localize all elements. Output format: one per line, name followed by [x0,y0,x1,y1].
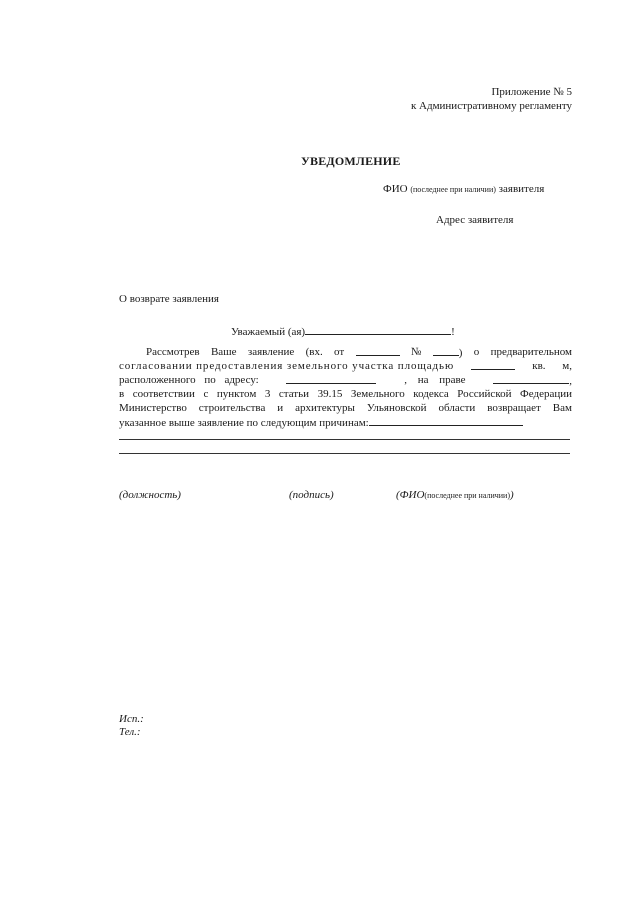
signature-label: (подпись) [289,489,334,501]
area-unit: кв. м, [532,360,572,372]
salutation-text: Уважаемый (ая) [231,326,306,338]
fio-open: (ФИО [396,489,425,501]
fio-suffix: заявителя [498,183,545,195]
salutation-end: ! [451,326,455,338]
signatory-fio [396,489,514,501]
recipient-address: Адрес заявителя [436,214,514,226]
body-word: Рассмотрев [146,346,200,358]
body-line-3 [119,374,572,387]
executor-label: Исп.: [119,713,144,725]
document-title: УВЕДОМЛЕНИЕ [301,154,401,168]
body-line-2 [119,360,572,372]
position-label: (должность) [119,489,181,501]
reason-line-1 [119,439,570,440]
body-word: № [410,346,422,358]
body-text: согласовании предоставления земельного участка площадью [119,360,455,372]
reason-line-2 [119,453,570,454]
fio-note-sign: (последнее при наличии) [424,491,510,500]
appendix-number: Приложение № 5 [491,86,572,98]
fio-close: ) [509,489,514,501]
fio-label: ФИО [383,183,408,195]
addressee-blank [305,325,451,335]
body-word: (вх. [305,346,323,358]
phone-label: Тел.: [119,726,141,738]
body-word: от [334,346,345,358]
regulation-reference: к Административному регламенту [410,100,572,112]
salutation [231,325,455,338]
body-word: о [473,346,480,358]
date-blank [356,346,400,356]
fio-note: (последнее при наличии) [410,185,496,194]
right-blank [493,374,569,384]
recipient-fio [383,183,544,195]
address-blank [286,374,376,384]
body-word: ) [458,347,463,359]
area-blank [471,360,515,370]
body-text: , на праве [404,374,466,386]
body-line-4: в соответствии с пунктом 3 статьи 39.15 Земельного кодекса Российской Федерации [119,388,572,400]
number-blank [433,346,459,356]
body-line-5: Министерство строительства и архитектуры Ульяновской области возвращает Вам [119,402,572,414]
body-line-1 [146,346,572,359]
body-line-6 [119,416,523,429]
body-word: Ваше [210,346,237,358]
body-text: расположенного по адресу: [119,374,259,386]
body-word: заявление [247,346,295,358]
reasons-blank [369,416,523,426]
body-word: предварительном [490,346,572,358]
body-text: указанное выше заявление по следующим причинам: [119,417,369,429]
body-text: , [569,375,572,387]
subject-line: О возврате заявления [119,293,219,305]
